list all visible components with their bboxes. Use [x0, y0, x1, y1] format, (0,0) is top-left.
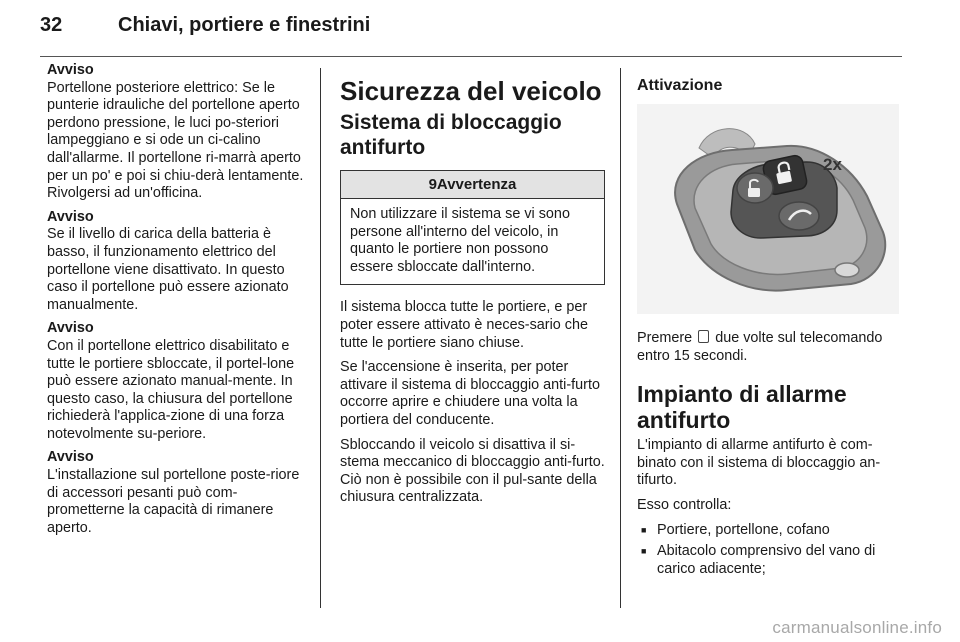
warning-text: Non utilizzare il sistema se vi sono persone all'interno del veicolo, in quanto le portiere non possono essere sbloccate dall'interno. — [350, 206, 570, 275]
activation-instruction — [637, 330, 902, 365]
press-count-label: 2x — [823, 155, 842, 174]
controls-intro: Esso controlla: — [637, 496, 732, 513]
watermark: carmanualsonline.info — [772, 618, 942, 637]
warning-header — [341, 171, 604, 199]
key-fob-figure — [637, 104, 899, 314]
section-subheading: Sistema di bloccaggio antifurto — [340, 111, 562, 159]
note-block — [47, 62, 307, 203]
warning-icon: 9 — [428, 176, 437, 193]
activation-title: Attivazione — [637, 77, 723, 94]
paragraph: Sbloccando il veicolo si disattiva il si-stema meccanico di bloccaggio anti-furto. Ciò non è possibile con il pul-sante della chiusura centralizzata. — [340, 436, 605, 506]
alarm-heading: Impianto di allarme antifurto — [637, 381, 847, 434]
header-rule — [40, 56, 902, 57]
column-1 — [47, 62, 307, 543]
note-text: L'installazione sul portellone poste-riore di accessori pesanti può com-prometterne la capacità di rimanere aperto. — [47, 467, 300, 536]
note-title: Avviso — [47, 62, 94, 78]
note-text: Portellone posteriore elettrico: Se le punterie idrauliche del portellone aperto perdono pressione, le luci po-steriori lampeggiano e si ode un ci-calino dall'allarme. Il portellone ri-marrà aperto per un po' e poi si chiu-derà lentamente. Rivolgersi ad un'officina. — [47, 79, 304, 202]
column-2 — [340, 62, 605, 514]
note-block — [47, 209, 307, 315]
warning-box — [340, 170, 605, 285]
chapter-title: Chiavi, portiere e finestrini — [118, 14, 371, 36]
paragraph: L'impianto di allarme antifurto è com-binato con il sistema di bloccaggio an-tifurto. — [637, 437, 881, 489]
column-divider-1 — [320, 68, 321, 608]
paragraph: Se l'accensione è inserita, per poter attivare il sistema di bloccaggio anti-furto occorre aprire e chiudere una volta la portiera del conducente. — [340, 359, 600, 428]
activation-text-before: Premere — [637, 330, 693, 346]
note-title: Avviso — [47, 449, 94, 466]
note-block — [47, 449, 307, 537]
note-block — [47, 320, 307, 443]
list-item: ■ Abitacolo comprensivo del vano di carico adiacente; — [637, 543, 902, 578]
column-divider-2 — [620, 68, 621, 608]
lock-icon — [698, 330, 709, 343]
page-number: 32 — [40, 14, 63, 36]
note-text: Se il livello di carica della batteria è basso, il funzionamento elettrico del portellone viene disattivato. In questo caso il portellone può essere azionato manualmente. — [47, 226, 289, 313]
list-item: ■ Portiere, portellone, cofano — [637, 522, 902, 540]
note-title: Avviso — [47, 208, 94, 225]
activation-text-after: due volte sul telecomando entro 15 secondi. — [637, 330, 883, 364]
paragraph: Il sistema blocca tutte le portiere, e per poter essere attivato è neces-sario che tutte le portiere siano chiuse. — [340, 299, 588, 351]
section-heading: Sicurezza del veicolo — [340, 76, 602, 106]
note-title: Avviso — [47, 320, 94, 337]
note-text: Con il portellone elettrico disabilitato e tutte le portiere sbloccate, il portel-lone può essere azionato manual-mente. In questo caso, la chiusura del portellone richiederà l'applica-zione di una forza notevolmente su-periore. — [47, 337, 295, 442]
controls-list — [637, 522, 902, 579]
warning-title: Avvertenza — [436, 176, 517, 193]
key-fob-illustration — [637, 104, 899, 314]
column-3 — [637, 62, 902, 582]
